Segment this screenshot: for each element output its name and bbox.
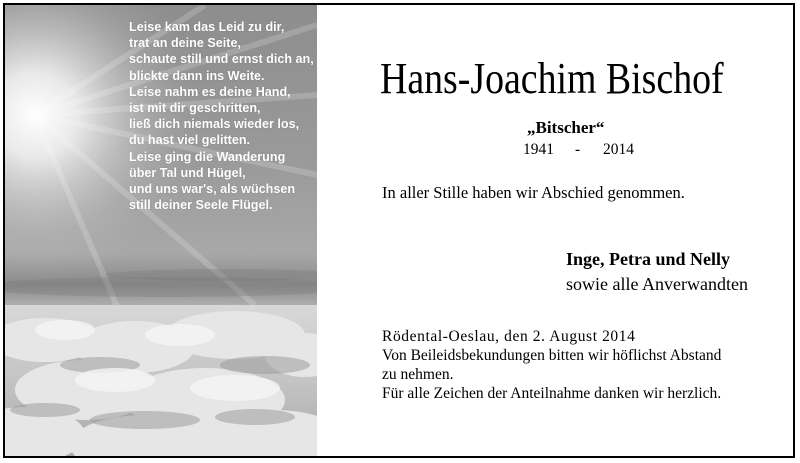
thanks-line: Für alle Zeichen der Anteilnahme danken wir herzlich. — [382, 385, 722, 402]
death-year: 2014 — [603, 141, 634, 158]
birth-year: 1941 — [523, 141, 554, 158]
poem — [129, 19, 314, 213]
footer-info — [382, 327, 782, 403]
poem-line: blickte dann ins Weite. — [129, 68, 265, 83]
obituary-card — [3, 3, 795, 458]
poem-line: und uns war's, als wüchsen — [129, 182, 296, 197]
deceased-name: Hans-Joachim Bischof — [380, 54, 724, 103]
condolence-line: zu nehmen. — [382, 366, 454, 383]
poem-line: trat an deine Seite, — [129, 36, 241, 51]
poem-line: du hast viel gelitten. — [129, 133, 251, 148]
sky-clouds-photo — [5, 5, 317, 456]
poem-line: über Tal und Hügel, — [129, 165, 246, 180]
farewell-message: In aller Stille haben wir Abschied genommen. — [382, 183, 685, 202]
mourners-family: Inge, Petra und Nelly — [566, 249, 730, 269]
poem-line: Leise nahm es deine Hand, — [129, 84, 291, 99]
mourners-relatives: sowie alle Anverwandten — [566, 274, 748, 294]
year-separator: - — [575, 141, 581, 158]
condolence-line: Von Beileidsbekundungen bitten wir höflichst Abstand — [382, 347, 722, 364]
poem-line: ließ dich niemals wieder los, — [129, 117, 300, 132]
poem-line: Leise kam das Leid zu dir, — [129, 20, 285, 34]
deceased-nickname: „Bitscher“ — [527, 118, 605, 137]
place-date: Rödental-Oeslau, den 2. August 2014 — [382, 328, 636, 345]
poem-line: Leise ging die Wanderung — [129, 149, 286, 164]
poem-line: ist mit dir geschritten, — [129, 101, 261, 116]
poem-line: schaute still und ernst dich an, — [129, 52, 314, 67]
poem-line: still deiner Seele Flügel. — [129, 198, 273, 213]
